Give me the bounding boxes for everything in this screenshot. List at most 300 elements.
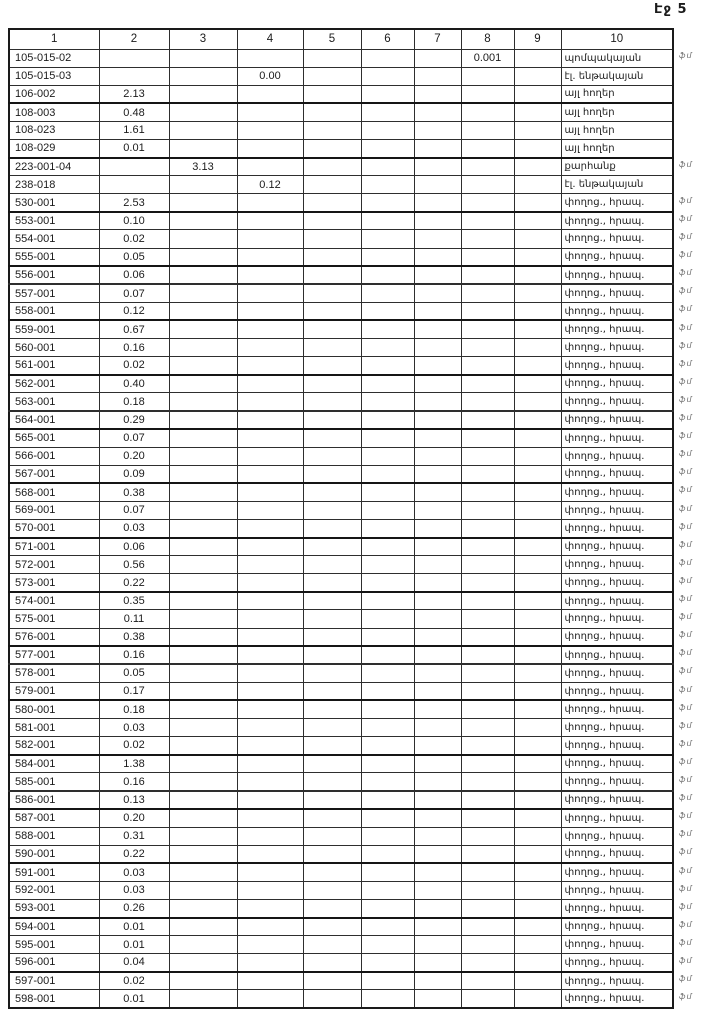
cell-value: 0.20 [99,447,169,465]
header-row [9,29,673,49]
cell-value [237,375,303,393]
cell-value [514,574,561,592]
cell-value [303,284,361,302]
cell-value [361,67,414,85]
cell-value: 3.13 [169,158,237,176]
cell-value [414,827,461,845]
cell-value [514,302,561,320]
cell-land-use: այլ հողեր [561,85,673,103]
cell-value [237,972,303,990]
cell-value [361,845,414,863]
cell-value [361,918,414,936]
cell-parcel-code: 105-015-03 [9,67,99,85]
cell-parcel-code: 569-001 [9,501,99,519]
cell-value [169,556,237,574]
margin-annotation: ֆմ [679,756,693,766]
cell-value [303,918,361,936]
cell-value [361,538,414,556]
cell-parcel-code: 108-029 [9,139,99,157]
table-row [9,139,673,157]
cell-value [414,972,461,990]
column-header: 2 [99,29,169,49]
cell-parcel-code: 579-001 [9,682,99,700]
table-row [9,755,673,773]
cell-value [99,67,169,85]
margin-annotation: ֆմ [679,322,693,332]
cell-value [169,447,237,465]
cell-value [237,320,303,338]
cell-value [361,899,414,917]
cell-value [514,990,561,1008]
cell-value [169,465,237,483]
cell-value [414,646,461,664]
cell-value [237,791,303,809]
table-row [9,718,673,736]
cell-value [514,139,561,157]
table-row [9,429,673,447]
margin-annotation: ֆմ [679,974,693,984]
cell-parcel-code: 565-001 [9,429,99,447]
cell-value [303,628,361,646]
cell-parcel-code: 593-001 [9,899,99,917]
cell-value [169,266,237,284]
table-row [9,194,673,212]
cell-parcel-code: 566-001 [9,447,99,465]
cell-value [514,737,561,755]
cell-value [461,809,514,827]
table-row [9,302,673,320]
table-row [9,845,673,863]
table-row [9,646,673,664]
cell-parcel-code: 558-001 [9,302,99,320]
margin-annotation: ֆմ [679,992,693,1002]
cell-value [169,936,237,954]
table-header [9,29,673,49]
cell-parcel-code: 553-001 [9,212,99,230]
margin-annotation: ֆմ [679,340,693,350]
cell-value [461,176,514,194]
cell-value [169,339,237,357]
cell-value [361,375,414,393]
cell-parcel-code: 567-001 [9,465,99,483]
cell-parcel-code: 563-001 [9,393,99,411]
cell-parcel-code: 573-001 [9,574,99,592]
table-row [9,248,673,266]
table-row [9,863,673,881]
cell-value [237,465,303,483]
cell-value [361,411,414,429]
cell-value [414,556,461,574]
cell-value [514,284,561,302]
cell-value [461,429,514,447]
table-row [9,212,673,230]
cell-value [361,501,414,519]
cell-value [303,302,361,320]
cell-value [461,85,514,103]
cell-value [237,737,303,755]
cell-value [237,827,303,845]
cell-value [361,121,414,139]
cell-value [169,954,237,972]
column-header: 1 [9,29,99,49]
margin-annotation: ֆմ [679,630,693,640]
cell-value: 0.16 [99,646,169,664]
table-row [9,628,673,646]
table-row [9,773,673,791]
cell-land-use: փողոց., հրապ. [561,918,673,936]
table-row [9,230,673,248]
cell-value [303,194,361,212]
cell-value [237,49,303,67]
cell-value [303,538,361,556]
cell-parcel-code: 106-002 [9,85,99,103]
margin-annotation: ֆմ [679,666,693,676]
cell-value [169,827,237,845]
cell-value [169,628,237,646]
cell-value [303,556,361,574]
margin-annotation: ֆմ [679,575,693,585]
cell-land-use: էլ. ենթակայան [561,67,673,85]
cell-parcel-code: 598-001 [9,990,99,1008]
cell-value [514,85,561,103]
cell-value [237,845,303,863]
cell-value: 1.61 [99,121,169,139]
cell-land-use: փողոց., հրապ. [561,646,673,664]
cell-value [169,248,237,266]
cell-value [361,230,414,248]
cell-value: 0.02 [99,737,169,755]
cell-value [361,139,414,157]
table-row [9,538,673,556]
cell-land-use: փողոց., հրապ. [561,393,673,411]
cell-value: 0.18 [99,393,169,411]
cell-value: 0.04 [99,954,169,972]
cell-value [237,266,303,284]
column-header: 4 [237,29,303,49]
cell-land-use: փողոց., հրապ. [561,628,673,646]
cell-parcel-code: 594-001 [9,918,99,936]
cell-value [514,49,561,67]
cell-value [303,791,361,809]
cell-value [414,881,461,899]
cell-value [414,266,461,284]
cell-value [514,682,561,700]
cell-value [303,67,361,85]
cell-value [237,646,303,664]
cell-value [514,519,561,537]
cell-value [169,176,237,194]
table-row [9,465,673,483]
cell-value [361,85,414,103]
table-row [9,574,673,592]
cell-value [514,863,561,881]
cell-land-use: այլ հողեր [561,121,673,139]
table-row [9,411,673,429]
cell-value [169,592,237,610]
cell-value [303,320,361,338]
cell-value [361,773,414,791]
cell-value: 0.67 [99,320,169,338]
cell-land-use: փողոց., հրապ. [561,284,673,302]
cell-value [461,791,514,809]
cell-value [237,357,303,375]
cell-value [461,556,514,574]
table-row [9,393,673,411]
cell-value [169,737,237,755]
table-row [9,664,673,682]
margin-annotation: ֆմ [679,521,693,531]
cell-value [461,194,514,212]
cell-value [237,990,303,1008]
cell-value: 0.09 [99,465,169,483]
table-row [9,954,673,972]
cell-parcel-code: 562-001 [9,375,99,393]
cell-land-use: փողոց., հրապ. [561,230,673,248]
cell-value [303,682,361,700]
cell-value [303,429,361,447]
cell-value [361,103,414,121]
table-row [9,990,673,1008]
cell-land-use: փողոց., հրապ. [561,411,673,429]
cell-land-use: փողոց., հրապ. [561,519,673,537]
column-header: 5 [303,29,361,49]
cell-value [514,936,561,954]
cell-value: 0.26 [99,899,169,917]
cell-land-use: փողոց., հրապ. [561,194,673,212]
cell-value [303,773,361,791]
cell-value [461,592,514,610]
cell-value [237,918,303,936]
cell-value [461,302,514,320]
cell-value: 0.38 [99,483,169,501]
cell-value [414,103,461,121]
cell-value [461,737,514,755]
cell-value [169,773,237,791]
cell-value [514,791,561,809]
cell-value [303,176,361,194]
cell-value [303,990,361,1008]
cell-value [169,682,237,700]
cell-value [514,194,561,212]
cell-value [169,121,237,139]
cell-value [361,827,414,845]
cell-value [169,302,237,320]
cell-value [461,845,514,863]
cell-value [414,700,461,718]
cell-value [414,67,461,85]
cell-value [361,628,414,646]
cell-value [414,429,461,447]
cell-parcel-code: 561-001 [9,357,99,375]
cell-value [303,212,361,230]
cell-value: 0.05 [99,664,169,682]
cell-value [303,845,361,863]
cell-value [361,212,414,230]
cell-value [169,67,237,85]
cell-value: 0.06 [99,266,169,284]
cell-value [361,357,414,375]
cell-value [361,881,414,899]
cell-value [414,248,461,266]
cell-value [303,863,361,881]
cell-value: 0.20 [99,809,169,827]
column-header: 7 [414,29,461,49]
cell-value [514,899,561,917]
margin-annotation: ֆմ [679,557,693,567]
cell-value [414,538,461,556]
cell-value [237,755,303,773]
cell-value [461,610,514,628]
margin-annotation: ֆմ [679,829,693,839]
margin-annotation: ֆմ [679,847,693,857]
cell-value [237,85,303,103]
cell-parcel-code: 530-001 [9,194,99,212]
cell-land-use: փողոց., հրապ. [561,248,673,266]
cell-value [514,646,561,664]
table-row [9,320,673,338]
cell-land-use: փողոց., հրապ. [561,827,673,845]
cell-value [237,954,303,972]
margin-annotation: ֆմ [679,594,693,603]
cell-value [414,519,461,537]
cell-value [461,230,514,248]
margin-annotation: ֆմ [679,467,693,477]
margin-annotation: ֆմ [679,195,693,205]
cell-value [461,863,514,881]
cell-parcel-code: 108-023 [9,121,99,139]
cell-value [169,85,237,103]
cell-value [169,194,237,212]
cell-value: 0.07 [99,429,169,447]
cell-value [237,483,303,501]
cell-value [461,827,514,845]
cell-value [461,936,514,954]
cell-value [169,212,237,230]
cell-value [414,501,461,519]
cell-value [361,737,414,755]
page-number: Էջ 5 [654,2,688,17]
cell-value [461,773,514,791]
cell-value [303,574,361,592]
cell-value: 0.03 [99,881,169,899]
cell-land-use: փողոց., հրապ. [561,501,673,519]
margin-annotation: ֆմ [679,684,693,694]
cell-value: 0.02 [99,230,169,248]
cell-parcel-code: 555-001 [9,248,99,266]
cell-value [514,121,561,139]
cell-value [303,375,361,393]
cell-value [303,700,361,718]
cell-land-use: քարհանք [561,158,673,176]
cell-value [414,936,461,954]
cell-value: 0.22 [99,574,169,592]
cell-value [414,49,461,67]
cell-land-use: փողոց., հրապ. [561,845,673,863]
cell-value: 0.18 [99,700,169,718]
cell-value [237,411,303,429]
cell-value [169,646,237,664]
margin-annotation: ֆմ [679,612,693,622]
margin-annotation: ֆմ [679,485,693,495]
cell-parcel-code: 587-001 [9,809,99,827]
cell-value [361,664,414,682]
margin-annotation: ֆմ [679,232,693,241]
cell-value [361,610,414,628]
cell-value [514,158,561,176]
table-row [9,339,673,357]
cell-value [99,176,169,194]
cell-value [169,519,237,537]
cell-value [303,827,361,845]
cell-value [169,393,237,411]
cell-value [514,538,561,556]
cell-value [514,212,561,230]
cell-land-use: փողոց., հրապ. [561,773,673,791]
cell-parcel-code: 596-001 [9,954,99,972]
cell-value: 2.13 [99,85,169,103]
margin-annotation: ֆմ [679,358,693,368]
cell-value [361,791,414,809]
margin-annotation: ֆմ [679,286,693,296]
cell-value [237,284,303,302]
cell-parcel-code: 586-001 [9,791,99,809]
cell-value [514,918,561,936]
cell-value [514,103,561,121]
cell-parcel-code: 575-001 [9,610,99,628]
cell-land-use: փողոց., հրապ. [561,320,673,338]
table-row [9,357,673,375]
cell-value [514,592,561,610]
column-header: 3 [169,29,237,49]
margin-annotation: ֆմ [679,503,693,513]
cell-value [461,574,514,592]
cell-value [461,990,514,1008]
cell-parcel-code: 574-001 [9,592,99,610]
cell-value: 0.16 [99,339,169,357]
cell-value [514,881,561,899]
column-header: 6 [361,29,414,49]
cell-value [461,465,514,483]
cell-value [461,538,514,556]
table-row [9,827,673,845]
cell-value [237,194,303,212]
table-row [9,556,673,574]
cell-value [303,718,361,736]
cell-value [237,429,303,447]
cell-value [361,49,414,67]
cell-value: 0.13 [99,791,169,809]
cell-value [303,592,361,610]
margin-annotation: ֆմ [679,449,693,459]
cell-value [237,682,303,700]
cell-value [461,411,514,429]
cell-value [99,49,169,67]
cell-value [461,339,514,357]
cell-value [303,393,361,411]
cell-value [169,972,237,990]
cell-parcel-code: 554-001 [9,230,99,248]
margin-annotation: ֆմ [679,865,693,875]
cell-value [414,139,461,157]
cell-value [237,809,303,827]
cell-parcel-code: 597-001 [9,972,99,990]
margin-annotation: ֆմ [679,376,693,386]
cell-value [414,121,461,139]
cell-value [414,230,461,248]
table-row [9,158,673,176]
table-row [9,375,673,393]
cell-value [303,809,361,827]
